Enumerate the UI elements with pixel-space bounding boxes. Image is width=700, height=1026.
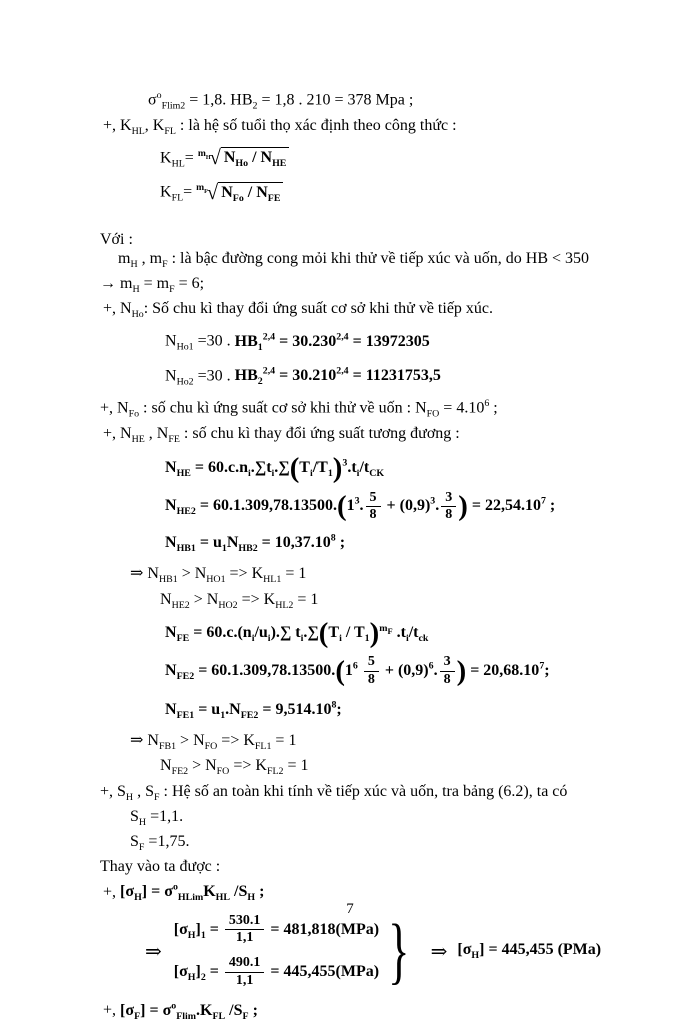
superscript: 2,4 (262, 331, 276, 343)
subscript: FE1 (176, 710, 195, 722)
denominator: 8 (367, 672, 375, 688)
subscript: F (162, 258, 168, 270)
subscript: i (405, 633, 409, 645)
subscript: Flim2 (161, 100, 186, 112)
denominator: 1,1 (235, 972, 254, 988)
superscript: 2,4 (262, 365, 276, 377)
subscript: H (247, 892, 256, 904)
nhb1-line (165, 529, 700, 559)
bold-run: $N_{HB1} = u_1N_{HB2} = 10,37.10^8$ ; (165, 532, 346, 555)
subscript: F (138, 842, 145, 854)
document-content (0, 86, 700, 1026)
big-paren: ) (332, 452, 343, 485)
superscript: 3 (342, 458, 348, 470)
khl-formula-line: $K_{HL}= ^{m_H}√$ $N_{Ho} / N_{HE}$ (160, 144, 700, 174)
subscript: F (169, 284, 175, 296)
subscript: 2 (200, 972, 206, 984)
bold-run: $N_{FE2} = 60.1.309,78.13500.(1^6$ $\frac{5}{8}$ + $(0,9)^6$. $\frac{3}{8}$ ) = $20,68.10^7$; (165, 654, 550, 688)
subscript: HL (171, 158, 185, 170)
radical-index: mH (197, 147, 211, 161)
subscript: 1 (221, 543, 227, 555)
denominator: 8 (443, 672, 451, 688)
superscript: 8 (330, 532, 336, 544)
subscript: FE (176, 633, 190, 645)
subscript: i (300, 633, 304, 645)
radical-body (218, 182, 283, 208)
subscript: CK (369, 468, 385, 480)
voi-line: Với : (100, 230, 133, 248)
nfe2-calc-line (165, 655, 700, 687)
equation-stack (174, 914, 379, 989)
bold-run: $N_{HE2} = 60.1.309,78.13500.(1^3$. $\frac{5}{8}$ + $(0,9)^3$. $\frac{3}{8}$ ) = $22,54.10^7$ ; (165, 489, 556, 523)
nho-desc-line: +, $N_{Ho}$: Số chu kì thay đổi ứng suất cơ sở khi thử về tiếp xúc. (103, 300, 494, 321)
subscript: H (187, 972, 196, 984)
bold-run: $N_{HE} = 60.c.n_i.\sum t_i.\sum(T_i/T_1)^3.t_i/t_{CK}$ (165, 452, 385, 485)
khl-kfl-desc-line: +, $K_{HL}$, $K_{FL}$ : là hệ số tuổi thọ xác định theo công thức : (103, 116, 457, 137)
subscript: Ho (235, 158, 249, 170)
superscript: o (171, 1000, 177, 1012)
bold-run: $N_{FE1} = u_1.N_{FE2} = 9,514.10^8$; (165, 699, 342, 722)
subscript: Flim (176, 1010, 197, 1022)
superscript: 6 (352, 660, 358, 672)
subscript: Ho2 (176, 376, 194, 388)
bold-run: $[\sigma_H] = \sigma^o_{HLim}K_{HL}$ $/S_H$ ; (120, 882, 265, 904)
sigma-flim2-line: $\sigma^o_{Flim2} = 1,8$. $HB_2 = 1,8$ . 210 = 378 Mpa ; (148, 90, 414, 112)
radical-sign: √ (209, 146, 221, 170)
bold-run: $HB_2^{2,4} = 30.210^{2,4} = 11231753,5$ (234, 365, 441, 388)
subscript: HE (176, 468, 191, 480)
subscript: HL2 (275, 599, 294, 611)
superscript: 6 (428, 660, 434, 672)
bold-run: $N_{FE} = 60.c.(n_i/u_i).\sum$ $t_i.\sum(T_i / T_1)^{m_F}$ $.t_i/t_{ck}$ (165, 617, 429, 650)
subscript: F (204, 189, 208, 196)
subscript: i (271, 468, 275, 480)
subscript: 1 (257, 341, 263, 353)
nho2-line: $N_{Ho2} =30$ . $HB_2^{2,4} = 30.210^{2,4} = 11231753,5$ (165, 365, 441, 388)
nhe-formula-line (165, 454, 700, 484)
subscript: FL1 (254, 741, 272, 753)
bold-run: $HB_1^{2,4} = 30.230^{2,4} = 13972305$ (234, 331, 430, 353)
subscript: H (125, 791, 134, 803)
mh-mf-value-line: → $m_H = m_F = 6$; (100, 274, 205, 296)
sigma-h-formula-line: +, $[\sigma_H] = \sigma^o_{HLim}K_{HL}$ $/S_H$ ; (103, 882, 265, 904)
nfe1-line (165, 696, 700, 726)
numerator: 5 (364, 655, 379, 672)
bold-run: $[\sigma_H]_1$ = $\frac{530.1}{1,1}$ = 481,818(MPa) (173, 912, 380, 946)
kfl-formula-line: $K_{FL}= ^{m_F}√$ $N_{Fo} / N_{FE}$ (160, 178, 700, 208)
subscript: FO (216, 766, 230, 778)
big-paren: ) (369, 617, 380, 650)
denominator: 8 (369, 507, 377, 523)
superscript: 3 (430, 496, 436, 508)
radical-index: mF (196, 182, 208, 196)
subscript: HLim (177, 892, 204, 904)
subscript: H (187, 929, 196, 941)
denominator: 1,1 (235, 930, 254, 946)
bold-run: $N_{Ho} / N_{HE}$ (223, 149, 287, 170)
subscript: F (153, 791, 160, 803)
fraction (364, 655, 379, 687)
subscript: HO1 (206, 574, 226, 586)
numerator: 5 (366, 491, 381, 508)
subscript: F (134, 1010, 141, 1022)
subscript: F (387, 625, 393, 636)
subscript: HL (131, 125, 145, 137)
subscript: FO (426, 408, 440, 420)
subscript: Ho (131, 309, 144, 321)
bold-run: $[\sigma_H] = 445,455$ (PMa) (457, 940, 602, 962)
subscript: FE2 (240, 710, 259, 722)
superscript: 6 (484, 398, 490, 410)
big-paren: ) (456, 655, 467, 688)
subscript: H (130, 258, 138, 270)
numerator: 3 (440, 655, 455, 672)
numerator: 490.1 (225, 956, 265, 973)
subscript: 2 (257, 376, 263, 388)
bold-run: $[\sigma_H]_2$ = $\frac{490.1}{1,1}$ = 445,455(MPa) (173, 955, 380, 988)
subscript: i (248, 468, 251, 480)
subscript: FO (204, 741, 218, 753)
subscript: FE2 (176, 671, 195, 683)
sf-value-line: $S_F =1,75$. (130, 832, 190, 854)
implies-arrow: ⇒ (430, 940, 448, 963)
implies-arrow: ⇒ (145, 940, 162, 963)
fraction (441, 491, 456, 523)
subscript: Ho1 (176, 341, 194, 353)
subscript: ck (418, 633, 429, 645)
sh-sf-desc-line: +, $S_H$ , $S_F$ : Hệ số an toàn khi tính về tiếp xúc và uốn, tra bảng (6.2), ta có (100, 782, 568, 803)
sh-value-line: $S_H =1,1$. (130, 807, 184, 828)
nhe-nfe-desc-line: +, $N_{HE}$ , $N_{FE}$ : số chu kì thay đổi ứng suất tương đương : (103, 424, 460, 446)
subscript: FL (212, 1010, 226, 1022)
subscript: 2 (252, 100, 258, 112)
superscript: o (156, 90, 162, 101)
nhe2-calc-line (165, 491, 700, 523)
subscript: HE2 (171, 599, 190, 611)
nfo-desc-line: +, $N_{Fo}$ : số chu kì ứng suất cơ sở khi thử về uốn : $N_{FO} = 4.10^6$ ; (100, 398, 498, 420)
subscript: HE2 (176, 506, 196, 518)
fraction (225, 956, 265, 988)
subscript: H (205, 154, 211, 161)
numerator: 3 (441, 491, 456, 508)
equation (174, 914, 379, 946)
subscript: 1 (220, 710, 226, 722)
superscript: 2,4 (336, 365, 349, 377)
subscript: HB1 (158, 574, 178, 586)
subscript: H (134, 892, 142, 904)
khl-condition1-line: ⇒ $N_{HB1} > N_{HO1} => K_{HL1} = 1$ (130, 565, 307, 586)
subscript: HB2 (238, 543, 258, 555)
subscript: HE (131, 434, 145, 446)
subscript: FE (168, 434, 180, 446)
subscript: i (251, 633, 255, 645)
subscript: H (471, 950, 480, 962)
subscript: HB1 (176, 543, 196, 555)
subscript: HE (272, 158, 287, 170)
subscript: FL2 (266, 766, 284, 778)
fraction (440, 655, 455, 687)
superscript: 8 (331, 699, 337, 711)
nho1-line: $N_{Ho1} =30$ . $HB_1^{2,4} = 30.230^{2,4} = 13972305$ (165, 331, 430, 353)
fraction (225, 914, 265, 946)
kfl-condition1-line: ⇒ $N_{FB1} > N_{FO} => K_{FL1} = 1$ (130, 732, 297, 753)
subscript: FB1 (158, 741, 177, 753)
big-paren: ( (289, 452, 300, 485)
thay-vao-line: Thay vào ta được : (100, 858, 221, 876)
nfe-formula-line (165, 619, 700, 649)
superscript: o (172, 882, 178, 894)
subscript: 1 (200, 929, 206, 941)
subscript: i (339, 633, 342, 645)
big-paren: ( (318, 617, 329, 650)
superscript: 3 (354, 496, 360, 508)
kfl-condition2-line: $N_{FE2} > N_{FO} => K_{FL2} = 1$ (160, 757, 309, 778)
superscript: 2,4 (336, 331, 349, 343)
subscript: HL (215, 892, 230, 904)
bold-run: $[\sigma_F] = \sigma^o_{Flim}.K_{FL}$ $/S_F$ ; (120, 1000, 258, 1022)
closing-brace: } (388, 909, 410, 992)
superscript: 7 (539, 660, 545, 672)
sigma-f-formula-line: +, $[\sigma_F] = \sigma^o_{Flim}.K_{FL}$ $/S_F$ ; (103, 1000, 258, 1022)
fraction (366, 491, 381, 523)
big-paren: ( (336, 490, 347, 523)
subscript: 1 (327, 468, 333, 480)
superscript: mF (379, 622, 393, 636)
result-equation (457, 941, 601, 961)
sigma-h-system (145, 909, 700, 992)
subscript: FE (267, 192, 281, 204)
big-paren: ) (458, 490, 468, 523)
equation (174, 956, 379, 988)
subscript: H (138, 816, 147, 828)
big-paren: ( (335, 655, 345, 688)
subscript: i (356, 468, 360, 480)
subscript: H (132, 284, 140, 296)
numerator: 530.1 (225, 914, 265, 931)
page-number: 7 (346, 901, 354, 917)
subscript: HL1 (263, 574, 282, 586)
mh-mf-desc-line: $m_H$ , $m_F$ : là bậc đường cong mỏi khi thử về tiếp xúc và uốn, do HB < 350 (118, 249, 590, 270)
subscript: F (242, 1010, 249, 1022)
subscript: i (267, 633, 271, 645)
subscript: Fo (128, 408, 140, 420)
khl-condition2-line: $N_{HE2} > N_{HO2} => K_{HL2} = 1$ (160, 590, 319, 611)
bold-run: $N_{Fo} / N_{FE}$ (221, 183, 281, 204)
subscript: FL (164, 125, 176, 137)
subscript: FL (171, 192, 184, 204)
radical-body (221, 147, 290, 173)
subscript: FE2 (171, 766, 189, 778)
superscript: 7 (540, 496, 546, 508)
denominator: 8 (445, 507, 453, 523)
radical-sign: √ (206, 180, 219, 204)
subscript: HO2 (218, 599, 238, 611)
subscript: Fo (232, 192, 244, 204)
subscript: i (309, 468, 313, 480)
subscript: 1 (364, 633, 370, 645)
